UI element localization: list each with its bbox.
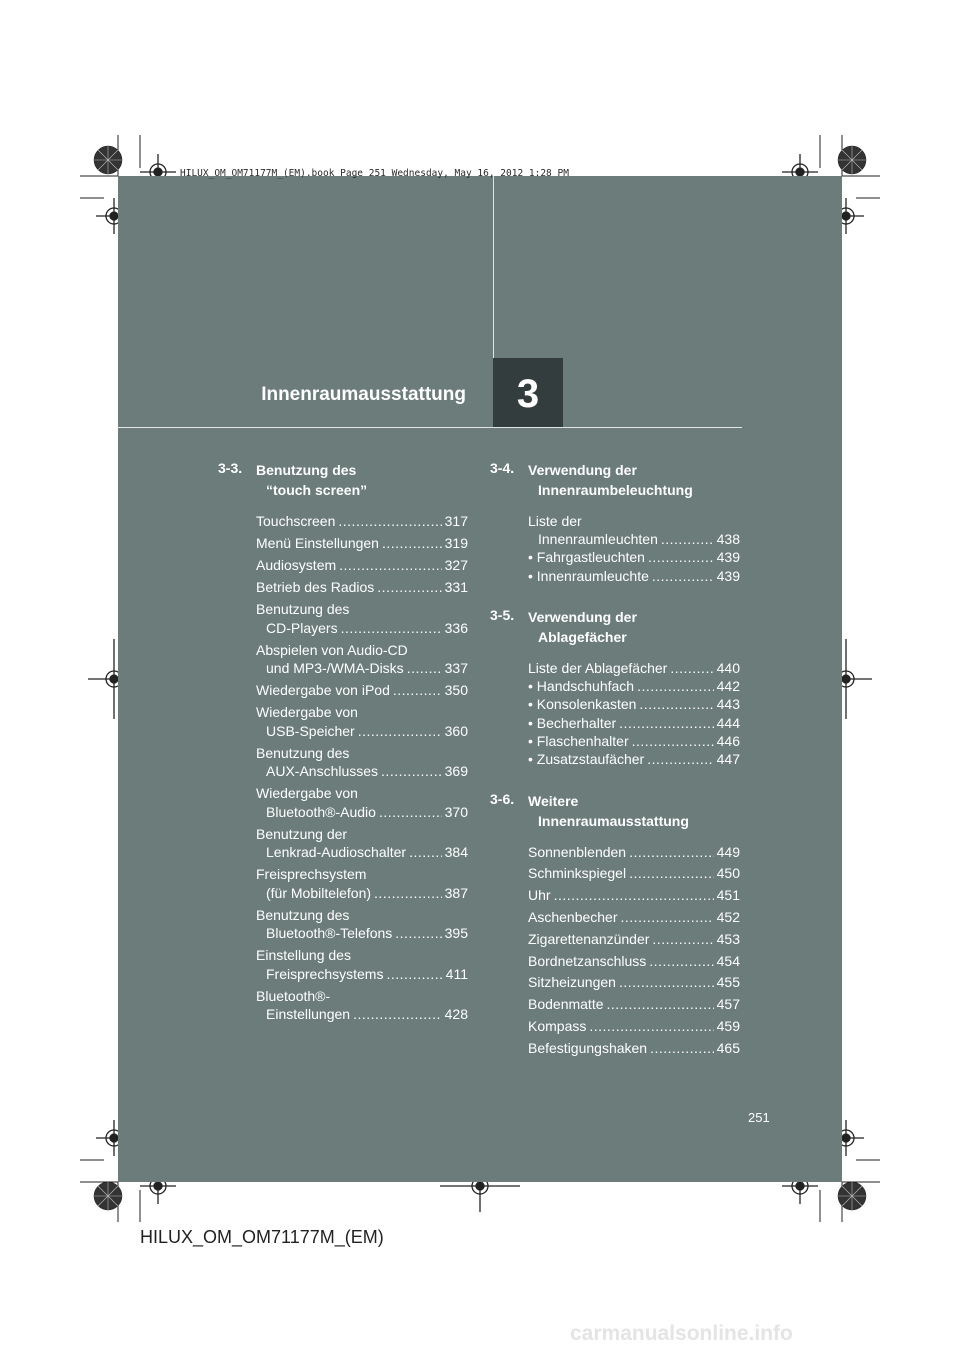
toc-entry-title: • Handschuhfach xyxy=(528,678,635,695)
dot-leader xyxy=(648,548,714,566)
toc-entry-page: 459 xyxy=(716,1018,740,1035)
toc-entry-title: Sonnenblenden xyxy=(528,843,627,860)
toc-entry-title-continued: CD-Players xyxy=(266,619,338,636)
toc-entry-title-continued: Einstellungen xyxy=(266,1006,351,1022)
dot-leader xyxy=(589,1017,713,1035)
toc-entry-title: Menü Einstellungen xyxy=(256,535,379,551)
toc-entry-title: Touchscreen xyxy=(256,513,336,529)
toc-entry[interactable] xyxy=(256,744,468,781)
dot-leader xyxy=(395,924,441,943)
section-number: 3-6. xyxy=(490,790,515,807)
toc-entry-page: 350 xyxy=(444,682,468,698)
toc-entries xyxy=(528,843,740,1057)
dot-leader xyxy=(374,884,442,903)
section-title-line2: Innenraumbeleuchtung xyxy=(538,482,693,498)
toc-entry-title-continued: Innenraumleuchten xyxy=(538,531,658,547)
toc-entry-title: Kompass xyxy=(528,1018,587,1035)
dot-leader xyxy=(341,619,442,638)
section-title xyxy=(528,791,740,831)
toc-entry-page: 450 xyxy=(716,865,740,882)
dot-leader xyxy=(377,578,441,597)
toc-entry-page: 454 xyxy=(716,952,740,969)
toc-entry[interactable] xyxy=(528,677,740,695)
chapter-title: Innenraumausstattung xyxy=(261,384,466,405)
section-title xyxy=(528,460,740,500)
toc-entry-page: 317 xyxy=(444,513,468,529)
toc-entry-page: 360 xyxy=(444,722,468,739)
toc-entry-title: Audiosystem xyxy=(256,557,337,573)
toc-entry-title: • Zusatzstaufächer xyxy=(528,751,645,768)
toc-entry-title: • Flaschenhalter xyxy=(528,733,629,750)
toc-entries xyxy=(256,512,468,1024)
toc-entry-page: 370 xyxy=(444,803,468,820)
toc-entry[interactable] xyxy=(256,534,468,553)
toc-entry-title-continued: AUX-Anschlusses xyxy=(266,763,379,779)
dot-leader xyxy=(407,659,442,678)
dot-leader xyxy=(652,930,713,948)
dot-leader xyxy=(650,1039,714,1057)
toc-entry-page: 457 xyxy=(716,996,740,1013)
toc-entry[interactable] xyxy=(528,973,740,991)
toc-entry-title-continued: (für Mobiltelefon) xyxy=(266,884,372,901)
file-stamp: HILUX_OM_OM71177M_(EM).book Page 251 Wednesday, May 16, 2012 1:28 PM xyxy=(180,168,569,179)
toc-entry-title: • Innenraumleuchte xyxy=(528,567,649,584)
toc-entry-title: Wiedergabe von xyxy=(256,704,358,720)
toc-entry-title-continued: Bluetooth®-Telefons xyxy=(266,925,393,941)
toc-entry[interactable] xyxy=(256,865,468,902)
toc-entry-page: 387 xyxy=(444,884,468,901)
toc-entry[interactable] xyxy=(256,578,468,597)
toc-entry-title: • Konsolenkasten xyxy=(528,696,637,713)
toc-right-column xyxy=(490,460,740,1061)
toc-entry-title: Befestigungshaken xyxy=(528,1039,648,1056)
toc-entry[interactable] xyxy=(528,548,740,566)
toc-entry-page: 465 xyxy=(716,1039,740,1056)
dot-leader xyxy=(647,750,713,768)
section-title-line1: Weitere xyxy=(528,792,579,809)
toc-entry-page: 319 xyxy=(444,535,468,551)
dot-leader xyxy=(554,886,714,904)
toc-entry-page: 446 xyxy=(716,733,740,750)
watermark: carmanualsonline.info xyxy=(570,1322,793,1345)
dot-leader xyxy=(393,681,442,700)
section-title xyxy=(256,460,468,500)
toc-entry-page: 411 xyxy=(445,965,468,982)
dot-leader xyxy=(670,659,713,677)
toc-entry-page: 439 xyxy=(716,549,740,566)
toc-entry[interactable] xyxy=(528,732,740,750)
section-number: 3-4. xyxy=(490,460,515,476)
toc-section-3-4 xyxy=(490,460,740,585)
dot-leader xyxy=(661,530,714,548)
dot-leader xyxy=(338,512,441,531)
section-title xyxy=(528,607,740,647)
toc-entry[interactable] xyxy=(528,714,740,732)
toc-entry[interactable] xyxy=(256,784,468,821)
toc-entry-title-continued: Freisprechsystems xyxy=(266,965,384,982)
toc-entry-page: 384 xyxy=(444,844,468,860)
section-title-line1: Benutzung des xyxy=(256,462,357,478)
toc-entry-title: Benutzung des xyxy=(256,744,350,761)
toc-entry-page: 442 xyxy=(716,678,740,695)
toc-entry[interactable] xyxy=(256,681,468,700)
toc-entry-page: 443 xyxy=(716,696,740,713)
toc-entry-title: Liste der xyxy=(528,513,582,529)
toc-entry[interactable] xyxy=(528,659,740,677)
toc-entry-page: 439 xyxy=(716,567,740,584)
dot-leader xyxy=(629,843,714,861)
dot-leader xyxy=(639,695,713,713)
dot-leader xyxy=(632,732,714,750)
toc-entry[interactable] xyxy=(256,512,468,531)
dot-leader xyxy=(358,722,442,741)
toc-entry[interactable] xyxy=(528,695,740,713)
dot-leader xyxy=(409,843,442,862)
toc-entry-page: 452 xyxy=(716,909,740,926)
toc-entry[interactable] xyxy=(528,1017,740,1035)
dot-leader xyxy=(382,534,442,553)
toc-entry-title: Zigarettenanzünder xyxy=(528,930,650,947)
toc-entry-title-continued: USB-Speicher xyxy=(266,722,355,739)
toc-entry-title: Benutzung des xyxy=(256,906,350,923)
toc-entry-title: Uhr xyxy=(528,887,551,904)
toc-section-3-6 xyxy=(490,791,740,1057)
dot-leader xyxy=(649,952,713,970)
toc-entry[interactable] xyxy=(256,825,468,862)
toc-entry-title: Einstellung des xyxy=(256,947,351,963)
toc-entry[interactable] xyxy=(528,930,740,948)
dot-leader xyxy=(652,567,714,585)
toc-entry-title: Benutzung des xyxy=(256,601,350,617)
toc-entry[interactable] xyxy=(528,512,740,548)
toc-entry[interactable] xyxy=(256,556,468,575)
toc-entry-page: 395 xyxy=(444,925,468,941)
section-title-line2: “touch screen” xyxy=(266,482,368,498)
toc-entry[interactable] xyxy=(256,703,468,740)
toc-entry-title: Bluetooth®- xyxy=(256,987,331,1004)
page-number: 251 xyxy=(748,1110,770,1125)
toc-entry-title-continued: Bluetooth®-Audio xyxy=(266,803,376,820)
toc-entry-page: 337 xyxy=(444,660,468,676)
section-title-line2: Innenraumausstattung xyxy=(538,812,689,829)
vertical-divider xyxy=(493,176,494,358)
toc-entry-title: Wiedergabe von xyxy=(256,785,358,801)
toc-entry-page: 438 xyxy=(716,531,740,547)
toc-entry[interactable] xyxy=(528,864,740,882)
toc-entry-page: 369 xyxy=(444,763,468,779)
toc-entry[interactable] xyxy=(528,995,740,1013)
dot-leader xyxy=(619,973,714,991)
toc-entry-title: Benutzung der xyxy=(256,825,348,842)
section-title-line2: Ablagefächer xyxy=(538,628,627,645)
section-title-line1: Verwendung der xyxy=(528,608,637,625)
toc-entry[interactable] xyxy=(256,641,468,678)
section-title-line1: Verwendung der xyxy=(528,462,637,478)
toc-entry-title: Wiedergabe von iPod xyxy=(256,682,390,698)
toc-entry-title: Liste der Ablagefächer xyxy=(528,659,668,676)
toc-section-3-5 xyxy=(490,607,740,768)
toc-left-column xyxy=(218,460,468,1027)
chapter-number-badge: 3 xyxy=(493,358,563,428)
toc-entry[interactable] xyxy=(528,908,740,926)
toc-entry-page: 336 xyxy=(444,619,468,636)
toc-entry-title: • Fahrgastleuchten xyxy=(528,549,645,566)
toc-entry[interactable] xyxy=(528,952,740,970)
section-number: 3-5. xyxy=(490,606,515,623)
dot-leader xyxy=(629,864,714,882)
dot-leader xyxy=(353,1005,442,1024)
dot-leader xyxy=(381,762,442,781)
toc-entry-title: Betrieb des Radios xyxy=(256,579,375,595)
dot-leader xyxy=(621,908,714,926)
toc-entry-page: 447 xyxy=(716,751,740,768)
toc-entry[interactable] xyxy=(256,946,468,983)
toc-entry-title-continued: und MP3-/WMA-Disks xyxy=(266,660,404,676)
toc-entry-page: 444 xyxy=(716,714,740,731)
toc-entry[interactable] xyxy=(528,843,740,861)
section-number: 3-3. xyxy=(218,460,243,476)
toc-entry[interactable] xyxy=(256,600,468,637)
toc-entry-page: 428 xyxy=(444,1006,468,1022)
toc-entry-page: 449 xyxy=(716,843,740,860)
toc-entry-title: Bodenmatte xyxy=(528,996,604,1013)
toc-entry-page: 327 xyxy=(444,557,468,573)
toc-entry-title: Abspielen von Audio-CD xyxy=(256,641,408,658)
toc-entry-title: Freisprechsystem xyxy=(256,866,367,882)
toc-entries xyxy=(528,659,740,768)
dot-leader xyxy=(637,677,714,695)
toc-entries xyxy=(528,512,740,585)
header-rule xyxy=(118,427,742,428)
toc-entry[interactable] xyxy=(528,750,740,768)
dot-leader xyxy=(339,556,441,575)
document-id: HILUX_OM_OM71177M_(EM) xyxy=(140,1227,384,1247)
toc-entry-title: Aschenbecher xyxy=(528,909,618,926)
toc-entry-page: 453 xyxy=(716,930,740,947)
toc-entry-page: 455 xyxy=(716,974,740,991)
toc-section-3-3 xyxy=(218,460,468,1024)
toc-entry[interactable] xyxy=(256,987,468,1024)
dot-leader xyxy=(379,803,442,822)
toc-entry-page: 331 xyxy=(444,579,468,595)
toc-entry[interactable] xyxy=(528,567,740,585)
toc-entry-title: Schminkspiegel xyxy=(528,865,627,882)
toc-entry-page: 440 xyxy=(716,659,740,676)
toc-entry-title-continued: Lenkrad-Audioschalter xyxy=(266,844,407,860)
dot-leader xyxy=(607,995,714,1013)
toc-entry[interactable] xyxy=(256,906,468,943)
toc-entry[interactable] xyxy=(528,1039,740,1057)
toc-entry-title: Sitzheizungen xyxy=(528,974,616,991)
toc-entry-page: 451 xyxy=(716,887,740,904)
dot-leader xyxy=(619,714,713,732)
dot-leader xyxy=(386,965,442,984)
toc-entry-title: • Becherhalter xyxy=(528,714,617,731)
toc-entry[interactable] xyxy=(528,886,740,904)
toc-entry-title: Bordnetzanschluss xyxy=(528,952,647,969)
